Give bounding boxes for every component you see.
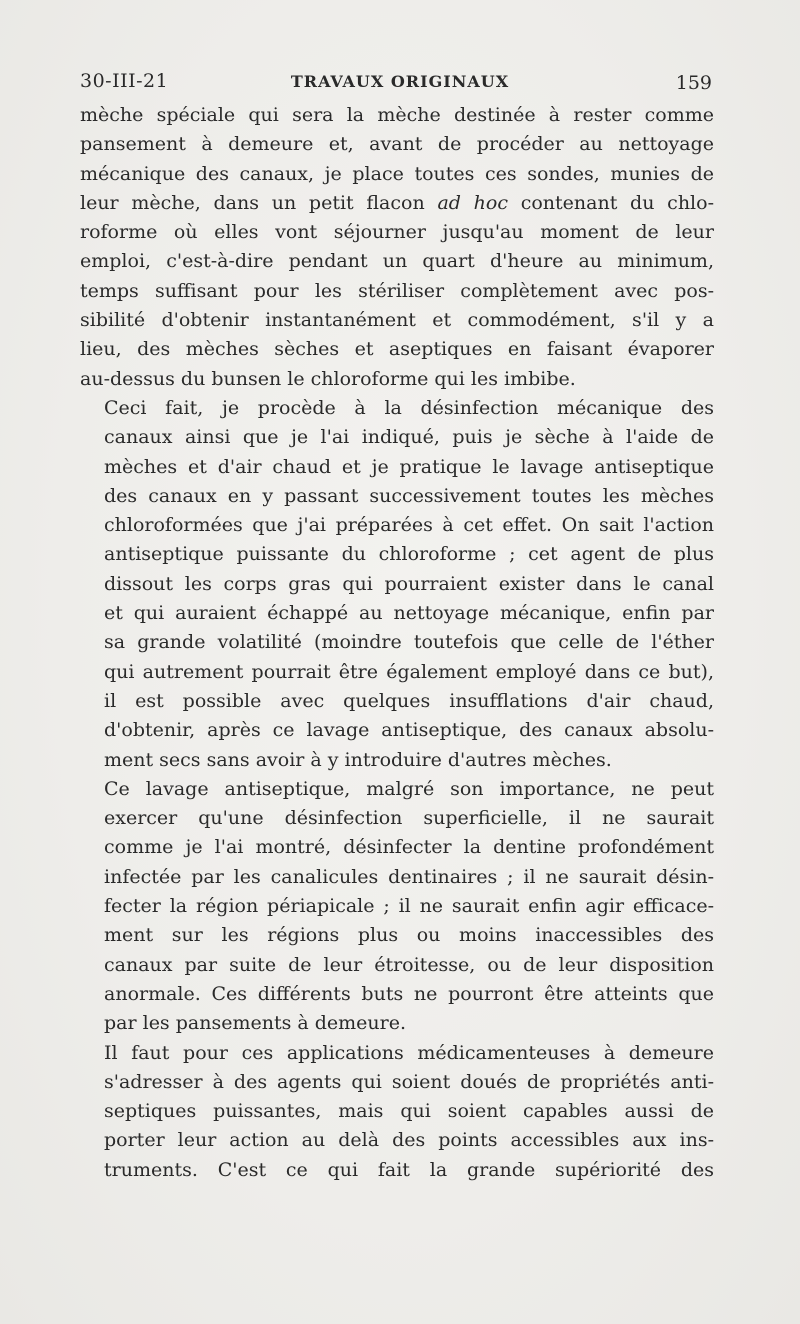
header-section-title: TRAVAUX ORIGINAUX: [290, 72, 510, 91]
text-line: Ceci fait, je procède à la désinfection mécanique des: [104, 396, 714, 419]
text-line: par les pansements à demeure.: [104, 1012, 407, 1035]
text-line: mèche spéciale qui sera la mèche destinée à rester comme: [80, 104, 714, 126]
text-line: roforme où elles vont séjourner jusqu'au moment de leur: [80, 221, 714, 244]
text-line: fecter la région périapicale ; il ne saurait enfin agir efficace-: [104, 895, 714, 918]
text-line: chloroformées que j'ai préparées à cet effet. On sait l'action: [104, 514, 714, 537]
text-line: temps suffisant pour les stériliser complètement avec pos-: [80, 279, 714, 302]
text-line: canaux par suite de leur étroitesse, ou de leur disposition: [104, 953, 714, 976]
paragraph: [80, 101, 714, 394]
text-line: anormale. Ces différents buts ne pourront être atteints que: [104, 982, 714, 1005]
text-line: Il faut pour ces applications médicamenteuses à demeure: [104, 1041, 714, 1064]
text-line: ment sur les régions plus ou moins inaccessibles des: [104, 924, 714, 947]
text-line: sa grande volatilité (moindre toutefois que celle de l'éther: [104, 631, 714, 654]
text-line: Ce lavage antiseptique, malgré son importance, ne peut: [104, 777, 714, 800]
text-line: lieu, des mèches sèches et aseptiques en faisant évaporer: [80, 338, 714, 361]
text-line: exercer qu'une désinfection superficielle, il ne saurait: [104, 807, 714, 830]
text-line: comme je l'ai montré, désinfecter la dentine profondément: [104, 836, 714, 859]
paragraph: [80, 1039, 714, 1185]
text-line: porter leur action au delà des points accessibles aux ins-: [104, 1129, 714, 1152]
text-segment: contenant du chlo-: [507, 191, 714, 214]
text-line: infectée par les canalicules dentinaires ; il ne saurait désin-: [104, 865, 714, 888]
header-date: 30-III-21: [80, 70, 169, 92]
paragraph: [80, 775, 714, 1039]
text-line: ment secs sans avoir à y introduire d'autres mèches.: [104, 748, 612, 771]
text-line: d'obtenir, après ce lavage antiseptique, des canaux absolu-: [104, 719, 714, 742]
body-text: [80, 101, 714, 1185]
text-line: septiques puissantes, mais qui soient capables aussi de: [104, 1100, 714, 1123]
text-line: canaux ainsi que je l'ai indiqué, puis je sèche à l'aide de: [104, 426, 714, 449]
text-line: des canaux en y passant successivement toutes les mèches: [104, 484, 714, 507]
text-line: emploi, c'est-à-dire pendant un quart d'heure au minimum,: [80, 250, 714, 273]
text-line: s'adresser à des agents qui soient doués de propriétés anti-: [104, 1070, 714, 1093]
text-line: truments. C'est ce qui fait la grande supériorité des: [104, 1158, 714, 1181]
page-number: 159: [675, 72, 712, 94]
text-line: mèches et d'air chaud et je pratique le lavage antiseptique: [104, 455, 714, 478]
text-line: sibilité d'obtenir instantanément et commodément, s'il y a: [80, 309, 714, 332]
text-line: [80, 189, 714, 218]
text-line: au-dessus du bunsen le chloroforme qui les imbibe.: [80, 367, 576, 390]
text-line: mécanique des canaux, je place toutes ces sondes, munies de: [80, 162, 714, 185]
text-line: qui autrement pourrait être également employé dans ce but),: [104, 660, 714, 683]
text-line: antiseptique puissante du chloroforme ; cet agent de plus: [104, 543, 714, 566]
running-head: [80, 70, 720, 100]
italic-phrase: ad hoc: [437, 191, 508, 214]
paragraph: [80, 394, 714, 775]
text-line: il est possible avec quelques insufflations d'air chaud,: [104, 689, 714, 712]
text-segment: leur mèche, dans un petit flacon: [80, 191, 438, 214]
text-line: pansement à demeure et, avant de procéder au nettoyage: [80, 133, 714, 156]
text-line: dissout les corps gras qui pourraient exister dans le canal: [104, 572, 714, 595]
text-line: et qui auraient échappé au nettoyage mécanique, enfin par: [104, 602, 714, 625]
